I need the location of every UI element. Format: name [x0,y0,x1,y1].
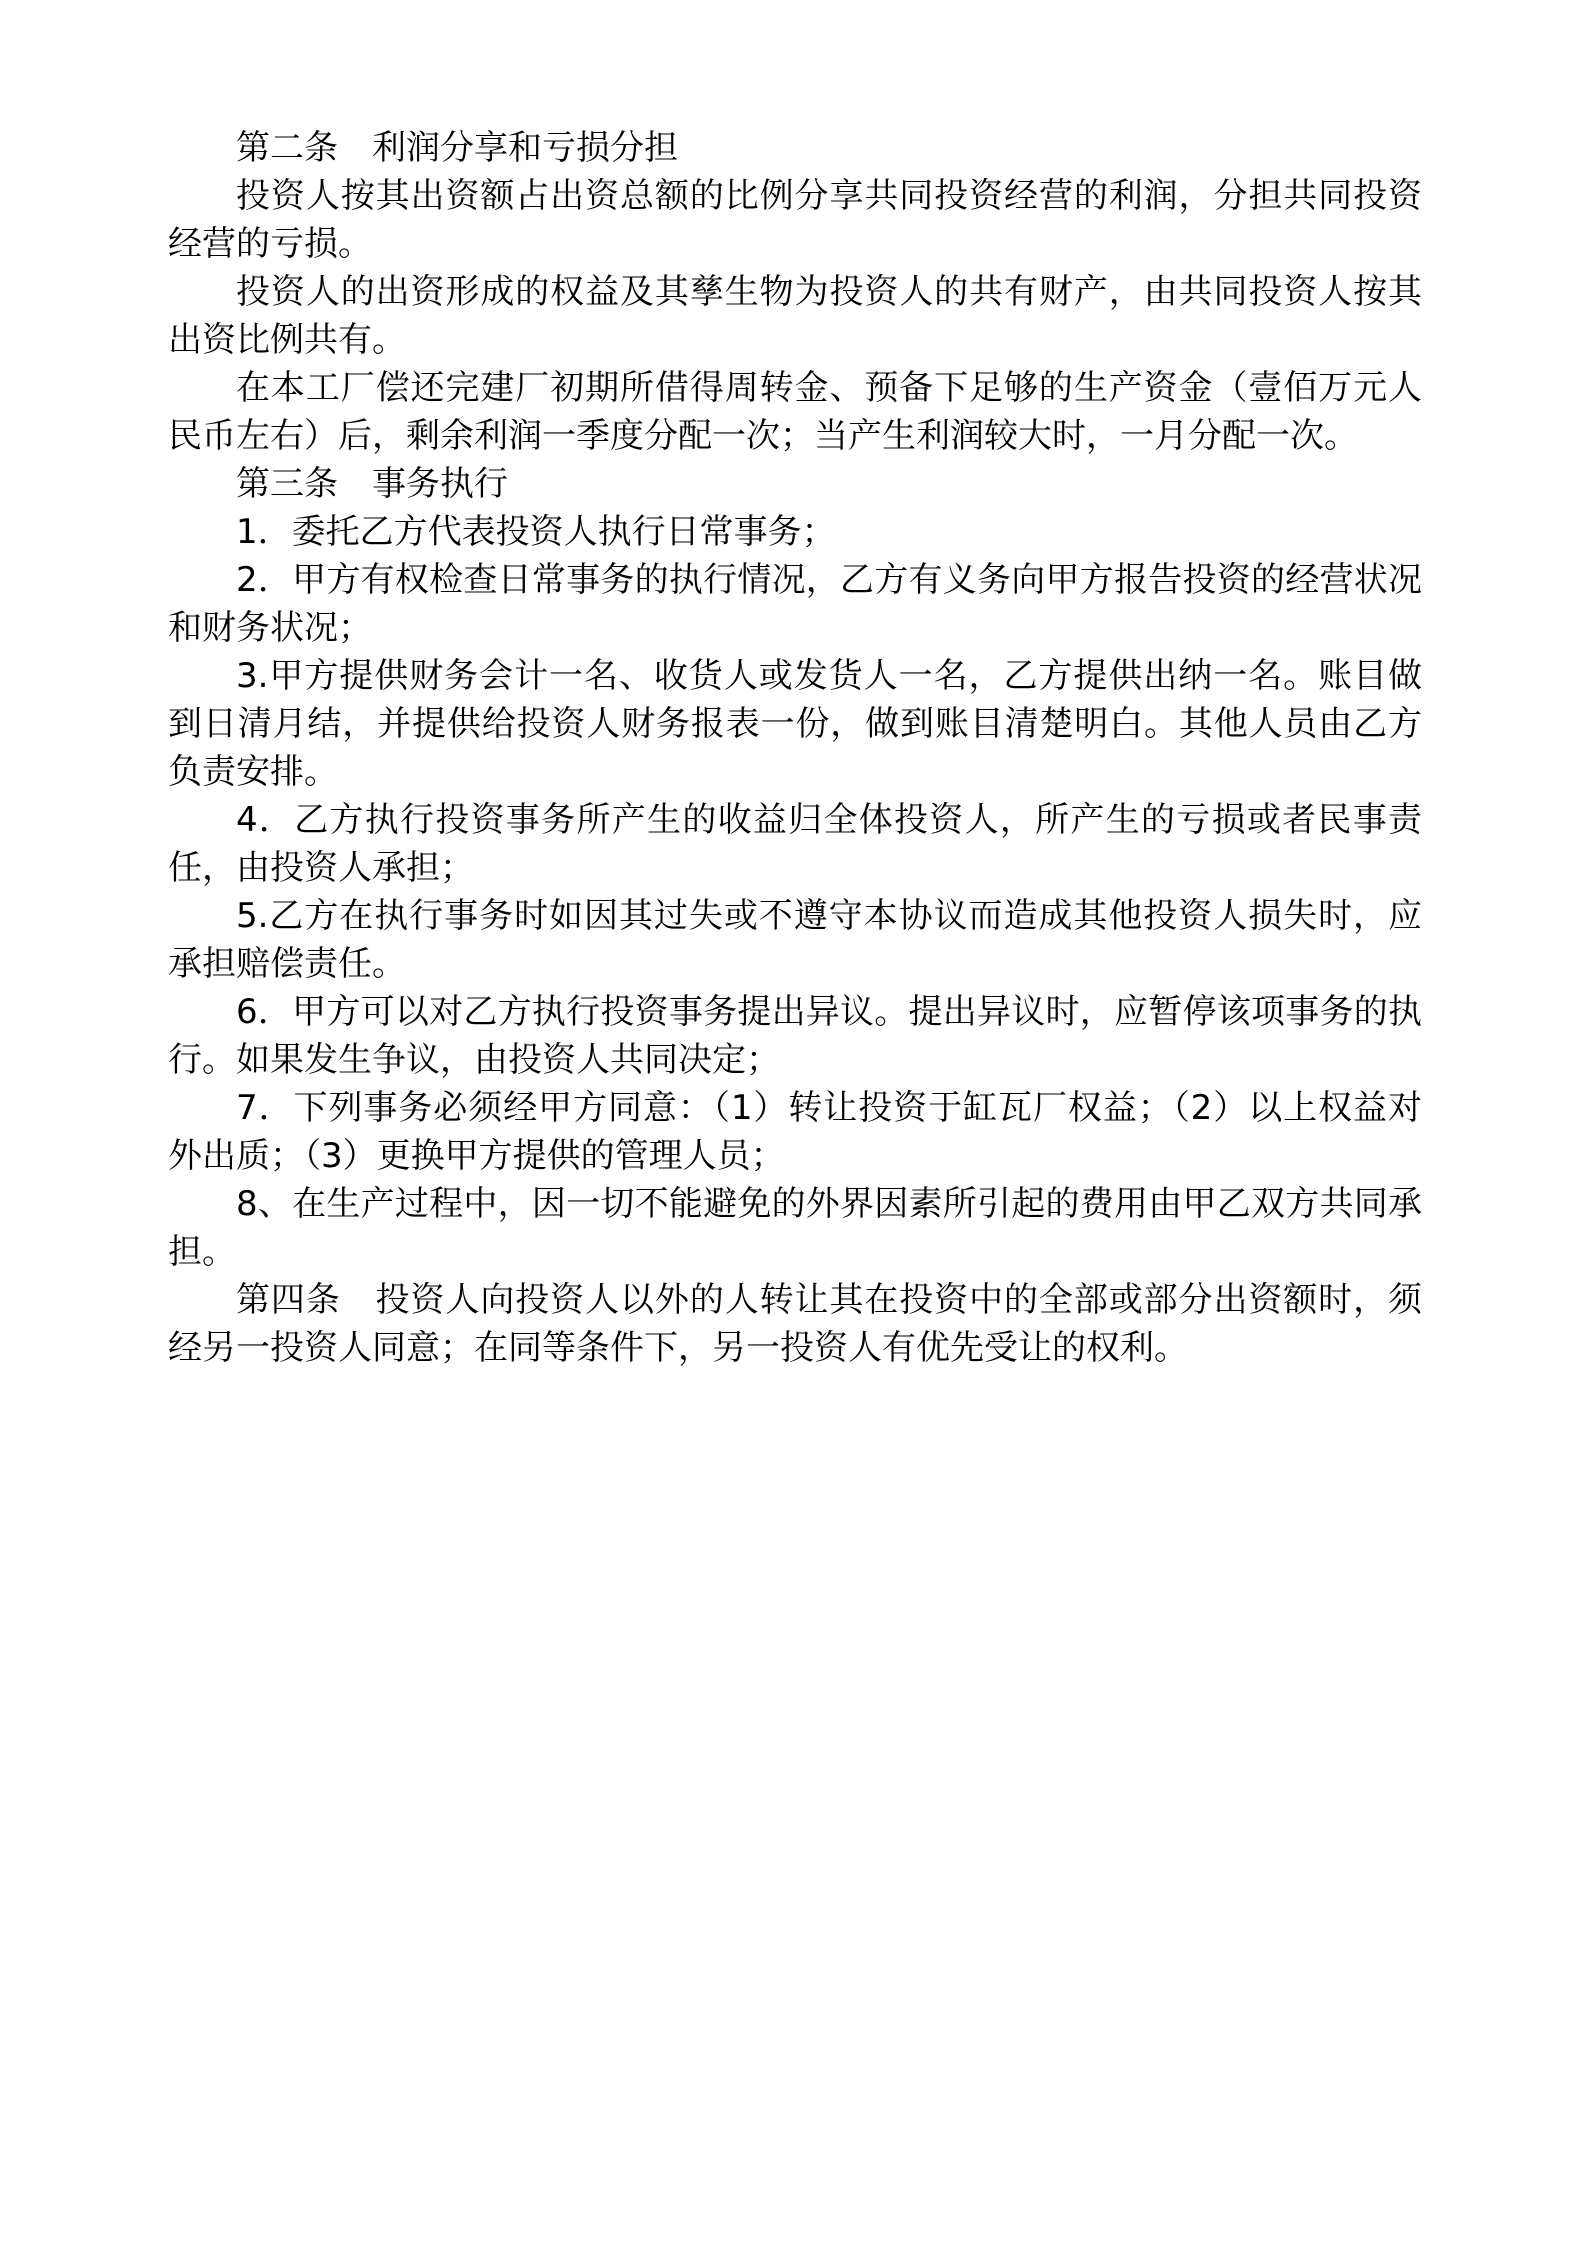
article3-item-4: 4．乙方执行投资事务所产生的收益归全体投资人，所产生的亏损或者民事责任，由投资人承担； [168,800,1422,888]
article2-para-1: 投资人按其出资额占出资总额的比例分享共同投资经营的利润，分担共同投资经营的亏损。 [168,176,1422,264]
article3-item-8: 8、在生产过程中，因一切不能避免的外界因素所引起的费用由甲乙双方共同承担。 [168,1184,1422,1272]
article2-title: 第二条 利润分享和亏损分担 [236,128,678,168]
article3-item-2: 2．甲方有权检查日常事务的执行情况，乙方有义务向甲方报告投资的经营状况和财务状况； [168,560,1422,648]
article3-item-3: 3.甲方提供财务会计一名、收货人或发货人一名，乙方提供出纳一名。账目做到日清月结，并提供给投资人财务报表一份，做到账目清楚明白。其他人员由乙方负责安排。 [168,656,1422,792]
article4-paragraph: 第四条 投资人向投资人以外的人转让其在投资中的全部或部分出资额时，须经另一投资人同意；在同等条件下，另一投资人有优先受让的权利。 [168,1280,1422,1368]
article3-item-1: 1．委托乙方代表投资人执行日常事务； [236,512,836,552]
article3-title: 第三条 事务执行 [236,464,508,504]
article3-item-7: 7．下列事务必须经甲方同意：（1）转让投资于缸瓦厂权益；（2）以上权益对外出质；（3）更换甲方提供的管理人员； [168,1088,1422,1176]
article3-item-6: 6．甲方可以对乙方执行投资事务提出异议。提出异议时，应暂停该项事务的执行。如果发生争议，由投资人共同决定； [168,992,1422,1080]
article2-para-2: 投资人的出资形成的权益及其孳生物为投资人的共有财产，由共同投资人按其出资比例共有。 [168,272,1422,360]
article2-para-3: 在本工厂偿还完建厂初期所借得周转金、预备下足够的生产资金（壹佰万元人民币左右）后，剩余利润一季度分配一次；当产生利润较大时，一月分配一次。 [168,368,1422,456]
article3-item-5: 5.乙方在执行事务时如因其过失或不遵守本协议而造成其他投资人损失时，应承担赔偿责任。 [168,896,1422,984]
